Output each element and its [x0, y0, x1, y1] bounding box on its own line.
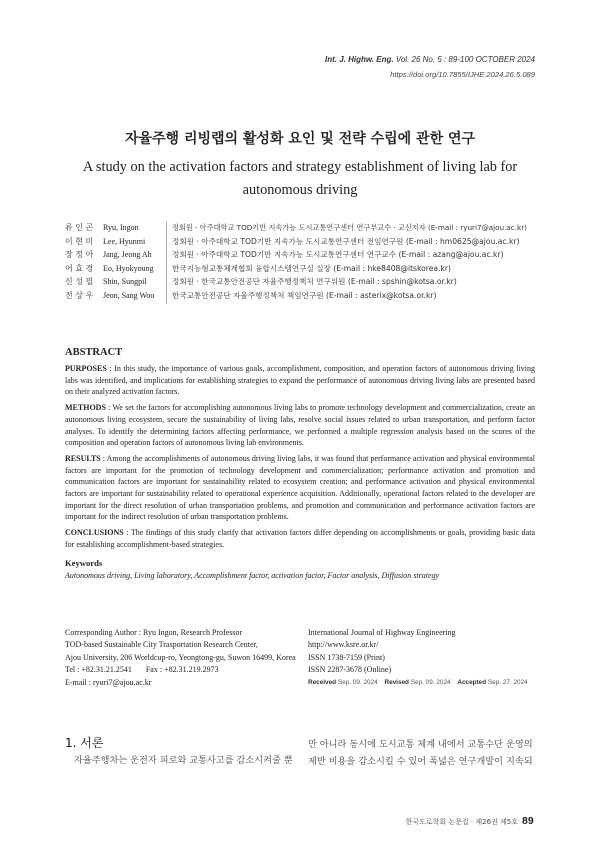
author-korean-name: 장 정 아: [65, 250, 94, 260]
author-english-name: Ryu, Ingon: [103, 223, 139, 232]
author-korean-name: 신 성 필: [65, 277, 94, 287]
purposes-text: : In this study, the importance of various goals, accomplishment, composition, and operation factors of autonomous driving living labs was identified, and implications for establishing strategies to expand the performance of autonomous driving living labs are presented based on their analyzed activation factors.: [65, 364, 536, 397]
research-center: TOD-based Sustainable City Trasportation Research Center,: [65, 640, 258, 650]
body-right-line: 만 아니라 동시에 도시교통 체계 내에서 교통수단 운영의: [308, 739, 533, 750]
author-affiliation: 한국지능형교통체계협회 융합시스템연구실 실장 (E-mail : hke8408@itskorea.kr): [172, 263, 451, 273]
abstract: [65, 346, 535, 581]
revised-date: Sep. 09. 2024: [410, 678, 451, 686]
abstract-methods: [65, 402, 535, 449]
doi-link[interactable]: https://doi.org/10.7855/IJHE.2024.26.5.089: [390, 70, 535, 79]
author-korean-name: 전 상 우: [65, 290, 94, 300]
author-korean-name: 류 인 곤: [65, 223, 94, 232]
submission-dates: [308, 677, 535, 689]
journal-url[interactable]: http://www.ksre.or.kr/: [308, 640, 379, 650]
revised-label: Revised: [384, 678, 409, 686]
author-affiliation: 정회원 · 아주대학교 TOD기반 지속가능 도시교통연구센터 전임연구원 (E-mail : hm0625@ajou.ac.kr): [172, 236, 520, 246]
phone-number: Tel : +82.31.21.2541: [65, 665, 132, 675]
corresponding-email: E-mail : ryuri7@ajou.ac.kr: [65, 677, 152, 687]
author-affiliation: 한국교통안전공단 자율주행정책처 책임연구원 (E-mail : asterix@kotsa.or.kr): [172, 290, 437, 300]
abstract-heading: ABSTRACT: [65, 347, 123, 358]
author-english-name: Jeon, Sang Woo: [103, 290, 155, 300]
issn-online: ISSN 2287-3678 (Online): [308, 665, 392, 675]
author-row: [65, 235, 535, 249]
korean-title: 자율주행 리빙랩의 활성화 요인 및 전략 수립에 관한 연구: [124, 131, 476, 147]
accepted-label: Accepted: [457, 678, 487, 686]
author-affiliation: 정회원 · 한국교통안전공단 자율주행정책처 연구위원 (E-mail : spshin@kotsa.or.kr): [172, 277, 457, 287]
keywords-list: Autonomous driving, Living laboratory, Accomplishment factor, activation factor, Factor analysis, Diffusion strategy: [65, 570, 440, 580]
author-row: [65, 221, 535, 235]
author-row: [65, 289, 535, 303]
accepted-date: Sep. 27. 2024: [487, 678, 528, 686]
corresponding-author-info: [65, 627, 300, 689]
author-row: [65, 262, 535, 276]
footer-journal-name: 한국도로학회 논문집 · 제26권 제5호: [405, 818, 518, 826]
author-list: [65, 221, 535, 305]
methods-text: : We set the factors for accomplishing autonomous living labs to promote technology development and commercialization, create an autonomous living ecosystem, secure the sustainability of living labs, resolve social issues related to urban transportation, and perform factor analyses. To identify the determining factors affecting performance, we performed a multiple regression analysis based on the scores of the composition and operation factors of autonomous living lab environments.: [65, 403, 536, 448]
conclusions-label: CONCLUSIONS: [65, 528, 124, 538]
journal-citation-line: [215, 54, 535, 66]
body-left-column-text: 자율주행차는 운전자 피로와 교통사고를 감소시켜줄 뿐: [74, 755, 293, 766]
received-date: Sep. 09. 2024: [337, 678, 378, 686]
running-header: [215, 54, 535, 81]
fax-number: Fax : +82.31.219.2973: [145, 665, 219, 675]
issn-print: ISSN 1738-7159 (Print): [308, 652, 385, 662]
english-title-line-2: autonomous driving: [242, 182, 358, 198]
author-korean-name: 이 현 미: [65, 236, 94, 246]
author-english-name: Shin, Sungpil: [103, 277, 147, 287]
journal-name: International Journal of Highway Engineering: [308, 628, 456, 637]
english-title-line-1: A study on the activation factors and strategy establishment of living lab for: [82, 159, 518, 175]
section-heading-introduction: 1. 서론: [65, 736, 104, 750]
journal-info: [308, 627, 535, 689]
author-english-name: Lee, Hyunmi: [103, 236, 146, 246]
issue-info: Vol. 26 No. 5 : 89-100 OCTOBER 2024: [395, 55, 535, 64]
phone-fax-line: [65, 664, 300, 676]
body-right-line: 제반 비용을 감소시킬 수 있어 폭넓은 연구개발이 지속되: [308, 756, 533, 767]
author-korean-name: 어 효 경: [65, 263, 94, 273]
author-row: [65, 248, 535, 262]
page-number: 89: [522, 815, 534, 827]
author-affiliation: 정회원 · 아주대학교 TOD기반 지속가능 도시교통연구센터 연구교수 (E-mail : azang@ajou.ac.kr): [172, 250, 504, 260]
received-label: Received: [308, 678, 337, 686]
methods-label: METHODS: [65, 403, 106, 413]
postal-address: Ajou University, 206 Worldcup-ro, Yeongtong-gu, Suwon 16499, Korea: [65, 652, 296, 662]
abstract-purposes: [65, 363, 535, 398]
journal-abbreviation: Int. J. Highw. Eng.: [324, 55, 394, 64]
conclusions-text: : The findings of this study clarify that activation factors differ depending on accomplishments or goals, providing basic data for establishing accomplishment-based strategies.: [65, 528, 536, 549]
author-affiliation: 정회원 · 아주대학교 TOD기반 지속가능 도시교통연구센터 연구부교수 · 교신저자 (E-mail : ryuri7@ajou.ac.kr): [172, 223, 527, 232]
author-english-name: Jang, Jeong Ah: [103, 250, 152, 260]
author-row: [65, 275, 535, 289]
corresponding-author: Corresponding Author : Ryu Ingon, Research Professor: [65, 628, 243, 637]
purposes-label: PURPOSES: [65, 364, 107, 373]
author-english-name: Eo, Hyokyoung: [103, 263, 154, 273]
results-label: RESULTS: [65, 453, 101, 463]
keywords-heading: Keywords: [65, 557, 103, 568]
results-text: : Among the accomplishments of autonomous driving living labs, it was found that performance activation and physical environmental factors are important for the promotion of technology development and commercialization; performance activation and promotion and communication factors are important for sustainability related to ecosystem creation; and performance activation and physical environmental factors are important for sustainability related to operational experience acquisition. Additionally, operational factors related to the developer are important for the direct resolution of urban transportation problems, and promotion and communication and performance activation factors are important for the indirect resolution of urban transportation problems.: [65, 453, 535, 522]
body-right-column: [308, 736, 535, 770]
abstract-conclusions: [65, 527, 535, 550]
abstract-results: [65, 453, 535, 523]
